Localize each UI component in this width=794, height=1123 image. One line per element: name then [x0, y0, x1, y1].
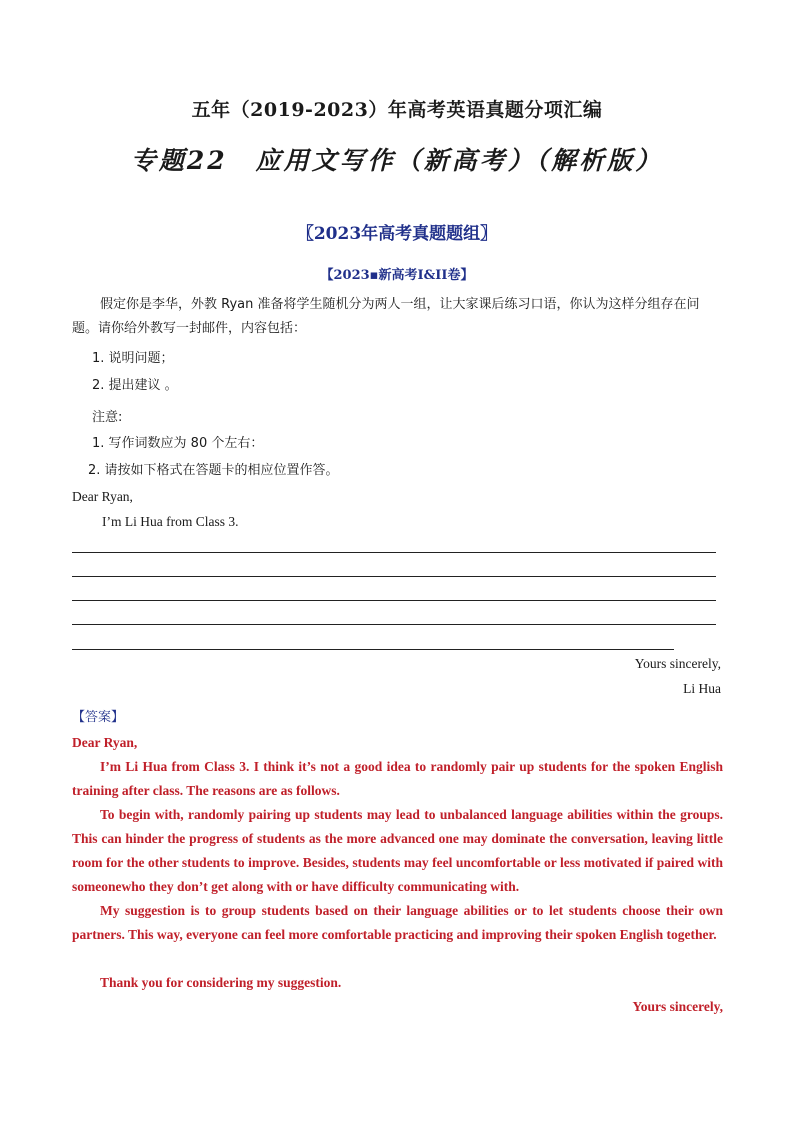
answer-paragraph-3: My suggestion is to group students based on their language abilities or to let students choose their own partners. This way, everyone can feel more comfortable practicing and improving their spoken English together. — [72, 903, 723, 942]
letter-opening: I’m Li Hua from Class 3. — [102, 514, 239, 529]
paper-title: 【2023▪新高考I&II卷】 — [320, 268, 474, 283]
letter-signature: Li Hua — [683, 681, 721, 696]
answer-paragraph-1: I’m Li Hua from Class 3. I think it’s not a good idea to randomly pair up students for the spoken English training after class. The reasons are as follows. — [72, 759, 723, 798]
letter-salutation: Dear Ryan, — [72, 489, 133, 504]
section-group-title: 〖2023年高考真题题组〗 — [296, 224, 498, 244]
prompt-note-2: 2. 请按如下格式在答题卡的相应位置作答。 — [88, 463, 339, 478]
answer-paragraph-2: To begin with, randomly pairing up students may lead to unbalanced language abilities within the groups. This can hinder the progress of students as the more advanced one may dominate the conversation, leaving little room for the other students to improve. Besides, students may feel uncomfortable or less motivated if paired with someonewho they don’t get along with or have difficulty communicating with. — [72, 807, 723, 894]
writing-line — [72, 649, 674, 650]
writing-line — [72, 600, 716, 601]
prompt-note-1: 1. 写作词数应为 80 个左右： — [92, 436, 264, 451]
prompt-intro: 假定你是李华，外教 Ryan 准备将学生随机分为两人一组，让大家课后练习口语，你认为这样分组存在问题。请你给外教写一封邮件，内容包括： — [72, 297, 700, 336]
answer-closing: Yours sincerely, — [632, 999, 723, 1014]
answer-salutation: Dear Ryan, — [72, 735, 138, 750]
answer-paragraph-4: Thank you for considering my suggestion. — [100, 975, 342, 990]
document-subtitle: 专题22 应用文写作（新高考）（解析版） — [130, 146, 664, 175]
document-title: 五年（2019-2023）年高考英语真题分项汇编 — [191, 99, 603, 121]
prompt-item-1: 1. 说明问题； — [92, 351, 174, 366]
writing-line — [72, 624, 716, 625]
writing-line — [72, 576, 716, 577]
prompt-item-2: 2. 提出建议 。 — [92, 378, 178, 393]
prompt-note: 注意: — [92, 410, 123, 425]
writing-line — [72, 552, 716, 553]
letter-closing: Yours sincerely, — [634, 656, 721, 671]
answer-label: 【答案】 — [72, 710, 125, 725]
